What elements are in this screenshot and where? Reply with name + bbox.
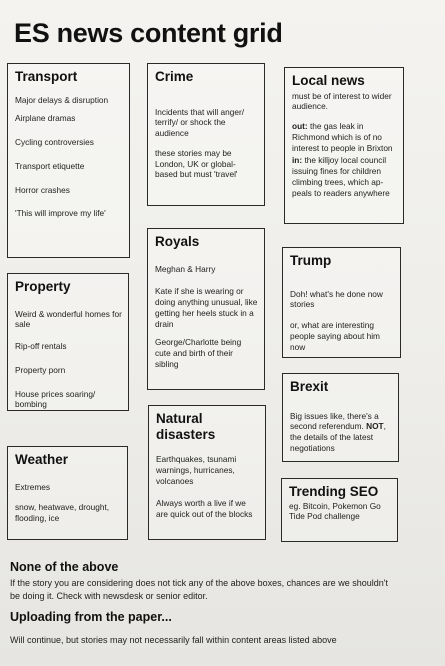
trump-box <box>282 247 401 358</box>
uploading-heading: Uploading from the paper... <box>10 610 172 624</box>
trump-heading: Trump <box>290 253 332 268</box>
royals-item: Kate if she is wearing or doing anything unusual, like getting her heels stuck in a drain <box>155 286 258 329</box>
brexit-text-before: Big issues like, there's a second referendum. <box>290 410 379 432</box>
natural-disasters-heading: Natural disasters <box>156 411 216 442</box>
property-item: Weird & wonderful homes for sale <box>15 308 122 330</box>
out-text: the gas leak in Richmond which is of no interest to people in Brixton <box>292 121 393 153</box>
royals-item: Meghan & Harry <box>155 263 216 274</box>
property-item: Rip-off rentals <box>15 341 67 352</box>
transport-item: Airplane dramas <box>15 113 76 124</box>
property-heading: Property <box>15 279 71 294</box>
property-item: Property porn <box>15 364 66 375</box>
trump-item: or, what are interesting people saying about him now <box>290 320 380 352</box>
property-box <box>7 273 129 411</box>
royals-item: George/Charlotte being cute and birth of their sibling <box>155 337 242 369</box>
weather-item: snow, heatwave, drought, flooding, ice <box>15 502 110 524</box>
transport-item: 'This will improve my life' <box>15 208 106 219</box>
local-news-intro: must be of interest to wider audience. <box>292 90 392 112</box>
natural-disasters-item: Earthquakes, tsunami warnings, hurricanes, volcanoes <box>156 454 237 486</box>
trending-seo-heading: Trending SEO <box>289 484 379 499</box>
transport-item: Major delays & disruption <box>15 94 109 105</box>
natural-disasters-item: Always worth a live if we are quick out of the blocks <box>156 498 253 520</box>
trump-item: Doh! what's he done now stories <box>290 288 383 310</box>
property-item: House prices soaring/ bombing <box>15 388 96 410</box>
in-label: in: <box>292 155 303 166</box>
brexit-text-after: , the details of the latest negotiations <box>290 421 386 453</box>
uploading-text: Will continue, but stories may not necessarily fall within content areas listed above <box>10 635 337 645</box>
page-title: ES news content grid <box>14 18 283 48</box>
transport-box <box>7 63 130 258</box>
crime-box <box>147 63 265 206</box>
brexit-not-label: NOT <box>366 421 384 432</box>
weather-item: Extremes <box>15 481 51 492</box>
local-news-in <box>292 155 397 198</box>
crime-item: these stories may be London, UK or global-based but must 'travel' <box>155 147 238 180</box>
brexit-heading: Brexit <box>290 379 329 394</box>
weather-box <box>7 446 128 540</box>
brexit-box <box>282 373 399 462</box>
transport-item: Transport etiquette <box>15 160 85 171</box>
crime-item: Incidents that will anger/ terrify/ or shock the audience <box>155 106 245 139</box>
none-of-the-above-heading: None of the above <box>10 560 119 574</box>
out-label: out: <box>292 121 308 132</box>
local-news-out <box>292 121 397 153</box>
local-news-box <box>284 67 404 224</box>
royals-heading: Royals <box>155 234 200 249</box>
natural-disasters-box <box>148 405 266 540</box>
trending-seo-text: eg. Bitcoin, Pokemon Go Tide Pod challenge <box>289 500 381 522</box>
none-of-the-above-text: If the story you are considering does not tick any of the above boxes, chances are we shouldn't be doing it. Check with newsdesk or senior editor. <box>10 578 388 602</box>
trending-seo-box <box>281 478 398 542</box>
transport-heading: Transport <box>15 69 78 84</box>
in-text: the killjoy local council issuing fines for children climbing trees, which ap- peals to readers anywhere <box>292 155 390 198</box>
transport-item: Horror crashes <box>15 184 70 195</box>
weather-heading: Weather <box>15 452 69 467</box>
royals-box <box>147 228 265 390</box>
crime-heading: Crime <box>155 69 194 84</box>
transport-item: Cycling controversies <box>15 137 94 148</box>
brexit-text <box>290 411 392 454</box>
local-news-heading: Local news <box>292 73 365 88</box>
